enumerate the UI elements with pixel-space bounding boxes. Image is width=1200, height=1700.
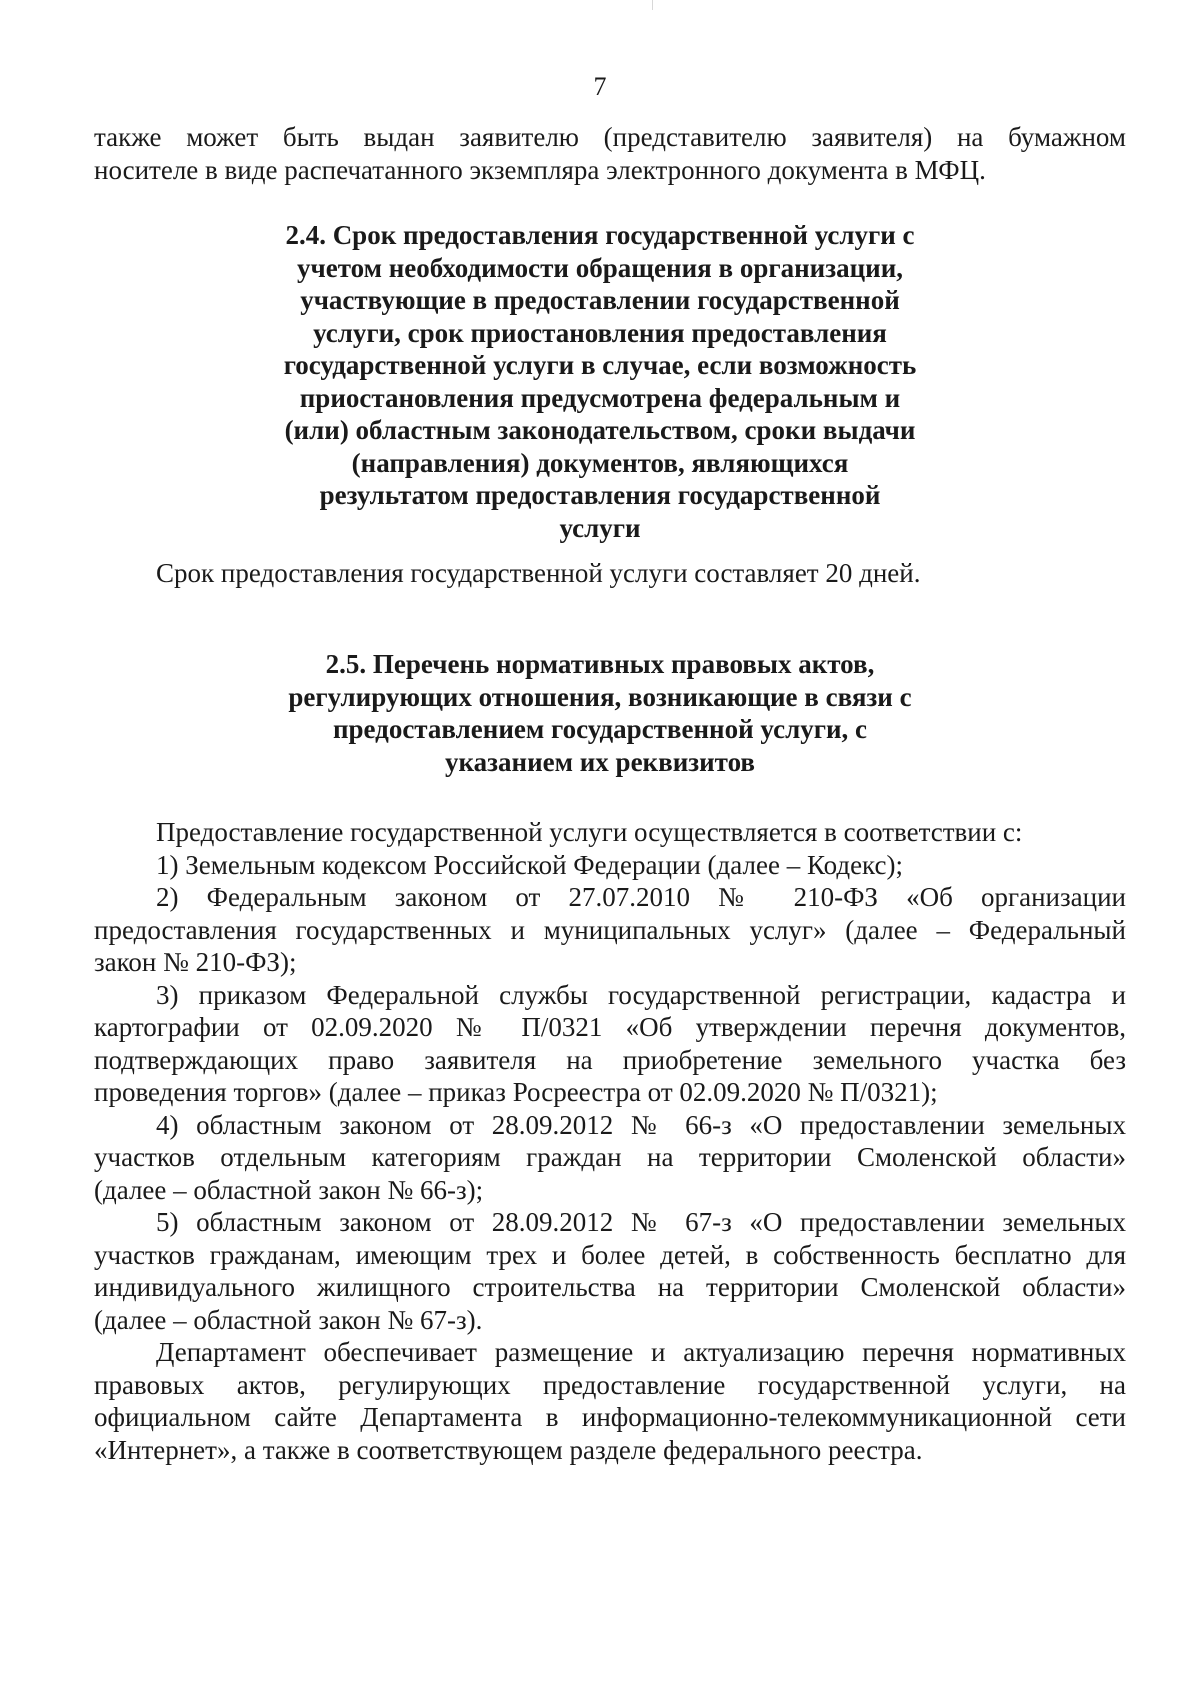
intro-paragraph [94, 121, 1126, 186]
heading-line: государственной услуги в случае, если возможность [283, 350, 917, 380]
item-line: закон № 210-ФЗ); [94, 947, 297, 977]
heading-line: указанием их реквизитов [445, 746, 755, 777]
closing-line: правовых актов, регулирующих предоставление государственной услуги, на [94, 1369, 1126, 1400]
item-line: (далее – областной закон № 66-з); [94, 1174, 484, 1205]
heading-line: (направления) документов, являющихся [351, 447, 849, 478]
item-line: 1) Земельным кодексом Российской Федерации (далее – Кодекс); [156, 849, 903, 880]
item-line: предоставления государственных и муниципальных услуг» (далее – Федеральный [94, 914, 1126, 945]
section-2-4-body [94, 557, 1126, 590]
closing-line: «Интернет», а также в соответствующем разделе федерального реестра. [94, 1434, 923, 1465]
page-number: 7 [593, 72, 607, 101]
heading-line: 2.5. Перечень нормативных правовых актов, [325, 649, 875, 679]
heading-line: услуги, срок приостановления предоставления [313, 317, 887, 348]
legal-act-item-3 [94, 979, 1126, 1109]
heading-line: регулирующих отношения, возникающие в связи с [288, 681, 912, 712]
item-line: 3) приказом Федеральной службы государственной регистрации, кадастра и [156, 979, 1126, 1010]
item-line: участков отдельным категориям граждан на территории Смоленской области» [94, 1142, 1126, 1172]
intro-line: также может быть выдан заявителю (представителю заявителя) на бумажном [94, 122, 1126, 152]
section-2-5-heading [0, 648, 1200, 778]
closing-line: официальном сайте Департамента в информационно-телекоммуникационной сети [94, 1402, 1126, 1432]
heading-line: (или) областным законодательством, сроки выдачи [284, 415, 916, 445]
item-line: картографии от 02.09.2020 № П/0321 «Об утверждении перечня документов, [94, 1012, 1126, 1042]
item-line: 5) областным законом от 28.09.2012 № 67-з «О предоставлении земельных [156, 1207, 1126, 1237]
legal-act-item-1 [94, 849, 1126, 882]
heading-line: учетом необходимости обращения в организации, [296, 252, 903, 283]
item-line: участков гражданам, имеющим трех и более детей, в собственность бесплатно для [94, 1239, 1126, 1270]
item-line: индивидуального жилищного строительства на территории Смоленской области» [94, 1272, 1126, 1302]
closing-line: Департамент обеспечивает размещение и актуализацию перечня нормативных [156, 1337, 1126, 1367]
section-2-5-body [94, 816, 1126, 1466]
legal-act-item-2 [94, 881, 1126, 979]
legal-acts-intro: Предоставление государственной услуги осуществляется в соответствии с: [156, 817, 1023, 847]
section-2-4-heading [0, 219, 1200, 544]
closing-paragraph [94, 1336, 1126, 1466]
heading-line: 2.4. Срок предоставления государственной услуги с [285, 220, 915, 250]
heading-line: услуги [559, 512, 641, 543]
item-line: (далее – областной закон № 67-з). [94, 1304, 483, 1335]
item-line: подтверждающих право заявителя на приобретение земельного участка без [94, 1044, 1126, 1075]
legal-act-item-5 [94, 1206, 1126, 1336]
item-line: 2) Федеральным законом от 27.07.2010 № 210-ФЗ «Об организации [156, 882, 1126, 912]
heading-line: приостановления предусмотрена федеральным и [299, 382, 901, 413]
item-line: проведения торгов» (далее – приказ Росреестра от 02.09.2020 № П/0321); [94, 1077, 938, 1107]
heading-line: участвующие в предоставлении государственной [300, 285, 900, 315]
intro-line: носителе в виде распечатанного экземпляра электронного документа в МФЦ. [94, 154, 986, 185]
heading-line: результатом предоставления государственной [319, 480, 881, 510]
heading-line: предоставлением государственной услуги, с [332, 714, 868, 744]
item-line: 4) областным законом от 28.09.2012 № 66-з «О предоставлении земельных [156, 1109, 1126, 1140]
legal-act-item-4 [94, 1109, 1126, 1207]
service-term-paragraph: Срок предоставления государственной услуги составляет 20 дней. [156, 558, 921, 588]
scan-mark [652, 0, 653, 10]
